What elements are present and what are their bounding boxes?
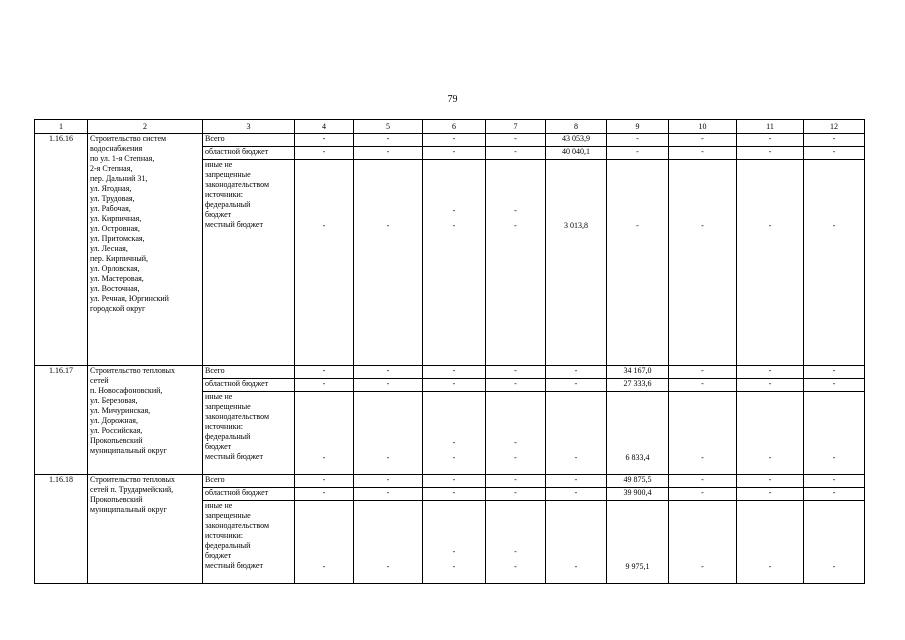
value-cell: - [737, 147, 804, 160]
value-cell [423, 160, 486, 366]
value-cell: - [295, 366, 354, 379]
source-total: Всего [203, 475, 295, 488]
federal-value: - [452, 206, 456, 215]
value-cell: - [607, 134, 669, 147]
source-other-line: бюджет [205, 551, 232, 560]
value-cell: - [486, 475, 546, 488]
value-cell [546, 160, 607, 366]
value-cell: - [486, 134, 546, 147]
value-cell [295, 501, 354, 584]
object-name-line: ул. Восточная, [90, 284, 140, 293]
object-name-line: пер. Дальний 31, [90, 174, 148, 183]
value-cell: - [804, 366, 865, 379]
value-cell [804, 392, 865, 475]
object-name-line: ул. Мастеровая, [90, 274, 144, 283]
value-cell [546, 501, 607, 584]
value-cell: - [804, 134, 865, 147]
table-row [35, 366, 865, 379]
value-cell: 27 333,6 [607, 379, 669, 392]
value-cell: - [546, 379, 607, 392]
federal-value: - [514, 547, 517, 556]
column-header-8: 8 [546, 120, 607, 134]
value-cell: - [737, 475, 804, 488]
source-other-line: федеральный [205, 541, 251, 550]
column-header-4: 4 [295, 120, 354, 134]
table-row [35, 475, 865, 488]
federal-value: - [514, 438, 517, 447]
value-cell [546, 392, 607, 475]
header-row [35, 120, 865, 134]
value-cell: - [486, 488, 546, 501]
local-value: - [832, 453, 836, 462]
value-cell: - [804, 147, 865, 160]
federal-value: - [452, 438, 456, 447]
value-cell: - [295, 147, 354, 160]
federal-value: - [452, 547, 456, 556]
budget-table [34, 119, 865, 584]
local-value: - [386, 453, 390, 462]
local-value: - [832, 221, 836, 230]
value-cell: - [737, 379, 804, 392]
value-cell: - [354, 147, 423, 160]
column-header-11: 11 [737, 120, 804, 134]
row-code: 1.16.17 [35, 366, 88, 475]
object-name-line: Строительство систем [90, 134, 167, 143]
value-cell [737, 392, 804, 475]
column-header-12: 12 [804, 120, 865, 134]
local-value: - [701, 453, 704, 462]
local-value: - [514, 221, 517, 230]
value-cell: - [607, 147, 669, 160]
local-value: - [322, 562, 326, 571]
object-name-line: 2-я Степная, [90, 164, 133, 173]
source-other-line: федеральный [205, 200, 251, 209]
value-cell [607, 501, 669, 584]
value-cell: 40 040,1 [546, 147, 607, 160]
source-other-line: источники: [205, 190, 243, 199]
source-other-line: источники: [205, 422, 243, 431]
local-value: - [768, 453, 772, 462]
column-header-2: 2 [88, 120, 203, 134]
value-cell [669, 160, 737, 366]
local-value: - [574, 562, 578, 571]
local-value: - [452, 562, 456, 571]
object-name [88, 475, 203, 584]
object-name-line: ул. Кирпичная, [90, 214, 142, 223]
value-cell: - [423, 366, 486, 379]
source-other-line: бюджет [205, 210, 232, 219]
source-other [203, 501, 295, 584]
value-cell: - [546, 475, 607, 488]
column-header-9: 9 [607, 120, 669, 134]
object-name-line: ул. Березовая, [90, 396, 138, 405]
value-cell [607, 160, 669, 366]
value-cell: - [804, 379, 865, 392]
local-value: - [768, 221, 772, 230]
value-cell: - [804, 475, 865, 488]
value-cell [295, 160, 354, 366]
object-name-line: ул. Орловская, [90, 264, 140, 273]
object-name-line: ул. Речная, Юргинский [90, 294, 169, 303]
value-cell: - [546, 488, 607, 501]
local-value: - [514, 453, 517, 462]
source-other-line: законодательством [205, 521, 270, 530]
source-other [203, 392, 295, 475]
local-value: - [701, 562, 704, 571]
value-cell [804, 501, 865, 584]
source-other [203, 160, 295, 366]
value-cell: - [669, 475, 737, 488]
value-cell [354, 501, 423, 584]
value-cell: 43 053,9 [546, 134, 607, 147]
value-cell: - [546, 366, 607, 379]
source-other-line: иные не [205, 160, 233, 169]
value-cell [354, 160, 423, 366]
object-name-line: ул. Притомская, [90, 234, 145, 243]
value-cell: - [354, 475, 423, 488]
value-cell: - [354, 134, 423, 147]
value-cell [737, 160, 804, 366]
object-name [88, 134, 203, 366]
value-cell [295, 392, 354, 475]
value-cell: - [423, 379, 486, 392]
source-other-line: запрещенные [205, 511, 251, 520]
source-total: Всего [203, 134, 295, 147]
object-name-line: ул. Ягодная, [90, 184, 132, 193]
value-cell: - [669, 134, 737, 147]
source-other-line: местный бюджет [205, 452, 263, 461]
column-header-6: 6 [423, 120, 486, 134]
value-cell [486, 501, 546, 584]
object-name-line: Строительство тепловых [90, 475, 176, 484]
object-name-line: ул. Островная, [90, 224, 140, 233]
value-cell [737, 501, 804, 584]
value-cell [669, 392, 737, 475]
local-value: - [701, 221, 704, 230]
value-cell: - [486, 147, 546, 160]
value-cell: - [295, 134, 354, 147]
source-other-line: запрещенные [205, 170, 251, 179]
column-header-5: 5 [354, 120, 423, 134]
value-cell: - [295, 379, 354, 392]
value-cell: - [354, 379, 423, 392]
source-other-line: источники: [205, 531, 243, 540]
source-regional: областной бюджет [203, 147, 295, 160]
object-name-line: Строительство тепловых [90, 366, 176, 375]
value-cell: - [423, 134, 486, 147]
source-other-line: законодательством [205, 180, 270, 189]
local-value: 6 833,4 [625, 453, 650, 462]
value-cell: - [737, 488, 804, 501]
source-other-line: иные не [205, 501, 233, 510]
value-cell: - [669, 488, 737, 501]
row-code: 1.16.18 [35, 475, 88, 584]
column-header-7: 7 [486, 120, 546, 134]
value-cell: - [669, 379, 737, 392]
source-other-line: местный бюджет [205, 561, 263, 570]
source-other-line: иные не [205, 392, 233, 401]
value-cell: - [354, 366, 423, 379]
object-name-line: городской округ [90, 304, 146, 313]
object-name-line: ул. Мичуринская, [90, 406, 151, 415]
local-value: - [636, 221, 639, 230]
value-cell [486, 392, 546, 475]
local-value: - [514, 562, 517, 571]
source-total: Всего [203, 366, 295, 379]
source-other-line: местный бюджет [205, 220, 263, 229]
value-cell: - [737, 366, 804, 379]
value-cell: - [354, 488, 423, 501]
object-name-line: Прокопьевский [90, 495, 143, 504]
value-cell: - [669, 366, 737, 379]
local-value: - [452, 453, 456, 462]
source-other-line: федеральный [205, 432, 251, 441]
table-row [35, 134, 865, 147]
object-name [88, 366, 203, 475]
value-cell [354, 392, 423, 475]
object-name-line: ул. Дорожная, [90, 416, 138, 425]
local-value: 3 013,8 [564, 221, 588, 230]
column-header-3: 3 [203, 120, 295, 134]
local-value: - [386, 221, 390, 230]
object-name-line: сетей [90, 376, 109, 385]
value-cell: - [486, 379, 546, 392]
column-header-1: 1 [35, 120, 88, 134]
object-name-line: п. Новосафоновский, [90, 386, 163, 395]
local-value: - [322, 453, 326, 462]
object-name-line: водоснабжения [90, 144, 143, 153]
local-value: - [386, 562, 390, 571]
column-header-10: 10 [669, 120, 737, 134]
value-cell: 49 875,5 [607, 475, 669, 488]
source-other-line: бюджет [205, 442, 232, 451]
value-cell: - [669, 147, 737, 160]
value-cell [669, 501, 737, 584]
value-cell [423, 392, 486, 475]
source-other-line: законодательством [205, 412, 270, 421]
value-cell [804, 160, 865, 366]
object-name-line: муниципальный округ [90, 446, 167, 455]
value-cell: - [295, 475, 354, 488]
row-code: 1.16.16 [35, 134, 88, 366]
value-cell [423, 501, 486, 584]
object-name-line: ул. Рабочая, [90, 204, 131, 213]
object-name-line: сетей п. Трудармейский, [90, 485, 174, 494]
object-name-line: ул. Трудовая, [90, 194, 135, 203]
value-cell [486, 160, 546, 366]
page-number: 79 [447, 94, 458, 105]
object-name-line: муниципальный округ [90, 505, 167, 514]
value-cell: - [737, 134, 804, 147]
source-regional: областной бюджет [203, 379, 295, 392]
object-name-line: ул. Лесная, [90, 244, 128, 253]
value-cell: - [295, 488, 354, 501]
local-value: - [768, 562, 772, 571]
local-value: - [574, 453, 578, 462]
local-value: - [322, 221, 326, 230]
object-name-line: пер. Кирпичный, [90, 254, 148, 263]
object-name-line: ул. Российская, [90, 426, 143, 435]
value-cell [607, 392, 669, 475]
value-cell: 39 900,4 [607, 488, 669, 501]
value-cell: - [804, 488, 865, 501]
value-cell: - [423, 475, 486, 488]
object-name-line: Прокопьевский [90, 436, 143, 445]
object-name-line: по ул. 1-я Степная, [90, 154, 155, 163]
local-value: - [452, 221, 456, 230]
value-cell: - [486, 366, 546, 379]
local-value: 9 975,1 [625, 562, 650, 571]
source-other-line: запрещенные [205, 402, 251, 411]
value-cell: - [423, 147, 486, 160]
value-cell: - [423, 488, 486, 501]
source-regional: областной бюджет [203, 488, 295, 501]
local-value: - [832, 562, 836, 571]
federal-value: - [514, 206, 517, 215]
value-cell: 34 167,0 [607, 366, 669, 379]
